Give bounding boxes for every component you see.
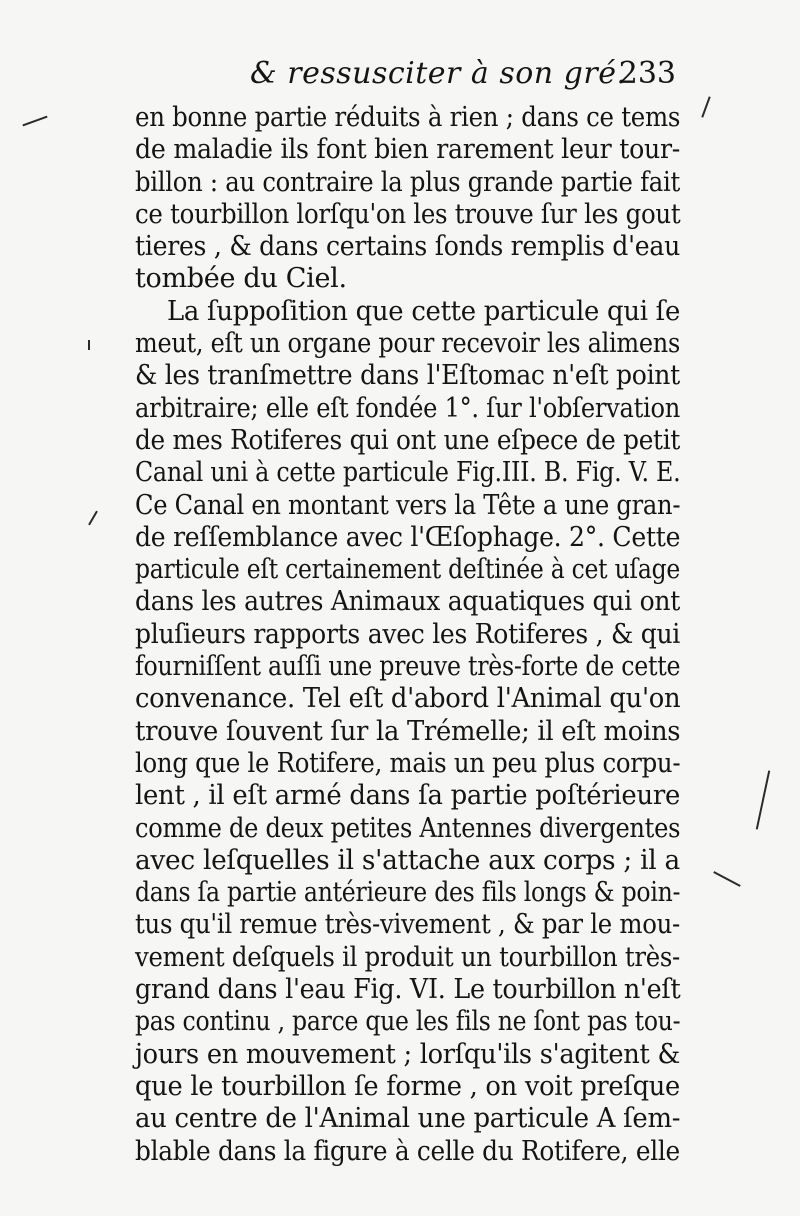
text-line: de reſſemblance avec l'Œſophage. 2°. Cette xyxy=(135,521,681,553)
scan-mark xyxy=(88,511,98,526)
body-text xyxy=(135,102,680,1168)
text-line: au centre de l'Animal une particule A ſem- xyxy=(135,1103,681,1135)
text-line: grand dans l'eau Fig. VI. Le tourbillon n'eſt xyxy=(135,974,681,1006)
text-line: de mes Rotiferes qui ont une eſpece de petit xyxy=(135,424,681,456)
scan-mark xyxy=(756,770,770,829)
text-line: dans ſa partie antérieure des fils longs & poin- xyxy=(135,877,681,909)
text-line: en bonne partie réduits à rien ; dans ce tems xyxy=(135,102,681,133)
scan-mark xyxy=(88,340,90,350)
text-line: meut, eſt un organe pour recevoir les alimens xyxy=(135,328,681,360)
page-number: 233 xyxy=(618,56,676,91)
scan-mark xyxy=(22,116,47,127)
text-line: tieres , & dans certains ſonds remplis d'eau xyxy=(135,231,681,263)
text-line: ce tourbillon lorſqu'on les trouve ſur les gout xyxy=(135,198,681,230)
text-line: fourniſſent auſſi une preuve très-forte de cette xyxy=(135,651,681,683)
text-line: trouve ſouvent ſur la Trémelle; il eſt moins xyxy=(135,715,681,747)
text-line: Ce Canal en montant vers la Tête a une gran- xyxy=(135,489,681,521)
text-line: pluſieurs rapports avec les Rotiferes , & qui xyxy=(135,618,681,650)
text-line: tus qu'il remue très-vivement , & par le mou- xyxy=(135,909,681,941)
text-line: long que le Rotifere, mais un peu plus corpu- xyxy=(135,747,681,779)
text-line: de maladie ils font bien rarement leur tour- xyxy=(135,134,680,166)
text-line: Canal uni à cette particule Fig.III. B. Fig. V. E. xyxy=(135,457,681,489)
text-line: vement deſquels il produit un tourbillon très- xyxy=(135,941,680,973)
text-line: billon : au contraire la plus grande partie fait xyxy=(135,166,680,198)
text-line: comme de deux petites Antennes divergentes xyxy=(135,812,681,844)
text-line: blable dans la figure à celle du Rotifere, elle xyxy=(135,1135,680,1167)
text-line: arbitraire; elle eſt fondée 1°. ſur l'obſervation xyxy=(135,392,680,424)
scan-mark xyxy=(713,871,740,887)
text-line: & les tranſmettre dans l'Eſtomac n'eſt point xyxy=(135,360,680,392)
text-line: convenance. Tel eſt d'abord l'Animal qu'on xyxy=(135,683,681,715)
text-line: avec leſquelles il s'attache aux corps ; il a xyxy=(135,844,680,876)
text-line: dans les autres Animaux aquatiques qui ont xyxy=(135,586,681,618)
text-line: tombée du Ciel. xyxy=(135,263,347,295)
text-line: jours en mouvement ; lorſqu'ils s'agitent & xyxy=(135,1038,681,1070)
running-header xyxy=(250,56,690,96)
text-line: particule eſt certainement deſtinée à cet uſage xyxy=(135,554,680,586)
text-line: que le tourbillon ſe forme , on voit preſque xyxy=(135,1070,681,1102)
text-line: pas continu , parce que les fils ne ſont pas tou- xyxy=(135,1006,681,1038)
text-line: lent , il eſt armé dans ſa partie poſtérieure xyxy=(135,780,680,812)
scan-mark xyxy=(701,96,710,117)
text-line: La ſuppoſition que cette particule qui ſe xyxy=(167,295,681,327)
running-title: & ressusciter à son gré. xyxy=(250,56,627,91)
